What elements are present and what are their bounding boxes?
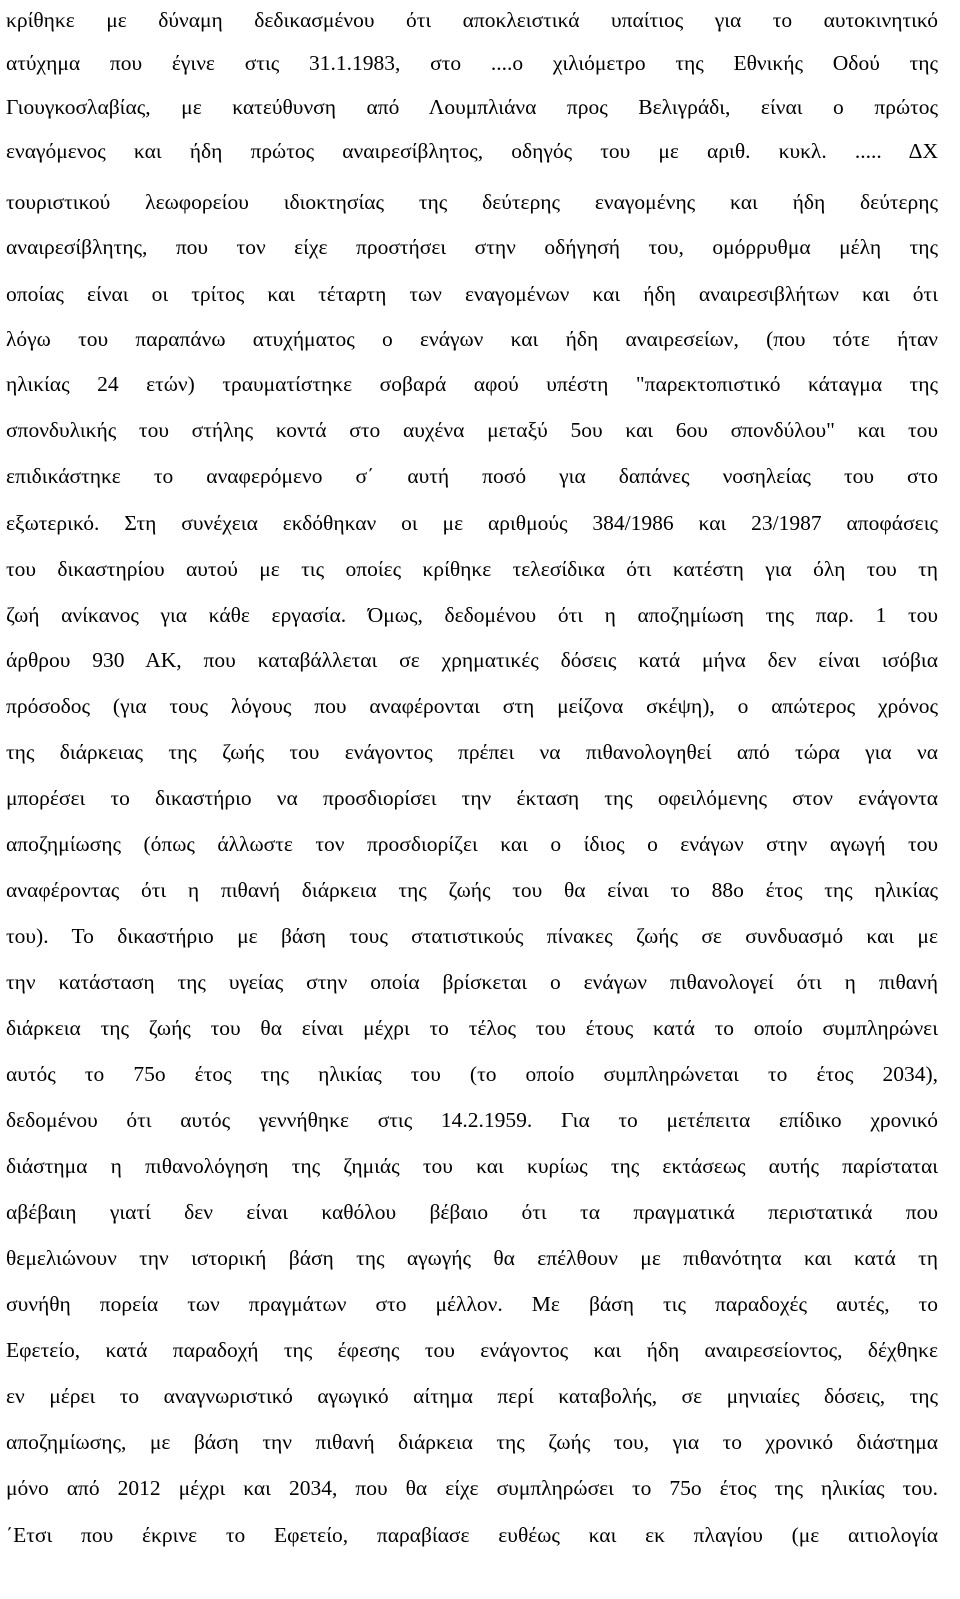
text-line: αναφέροντας ότι η πιθανή διάρκεια της ζωής του θα είναι το 88ο έτος της ηλικίας: [6, 878, 938, 902]
text-line: τουριστικού λεωφορείου ιδιοκτησίας της δεύτερης εναγομένης και ήδη δεύτερης: [6, 190, 938, 214]
text-line: επιδικάστηκε το αναφερόμενο σ΄ αυτή ποσό για δαπάνες νοσηλείας του στο: [6, 464, 938, 488]
text-line: μόνο από 2012 μέχρι και 2034, που θα είχε συμπληρώσει το 75ο έτος της ηλικίας του.: [6, 1476, 938, 1500]
text-line: της διάρκειας της ζωής του ενάγοντος πρέπει να πιθανολογηθεί από τώρα για να: [6, 740, 938, 764]
text-line: σπονδυλικής του στήλης κοντά στο αυχένα μεταξύ 5ου και 6ου σπονδύλου" και του: [6, 418, 938, 442]
document-page: [6, 0, 938, 1599]
text-line: ατύχημα που έγινε στις 31.1.1983, στο ....ο χιλιόμετρο της Εθνικής Οδού της: [6, 51, 938, 75]
text-line: Γιουγκοσλαβίας, με κατεύθυνση από Λουμπλιάνα προς Βελιγράδι, είναι ο πρώτος: [6, 95, 938, 119]
text-line: αυτός το 75ο έτος της ηλικίας του (το οποίο συμπληρώνεται το έτος 2034),: [6, 1062, 938, 1086]
text-line: εναγόμενος και ήδη πρώτος αναιρεσίβλητος, οδηγός του με αριθ. κυκλ. ..... ΔΧ: [6, 139, 938, 163]
text-line: δεδομένου ότι αυτός γεννήθηκε στις 14.2.1959. Για το μετέπειτα επίδικο χρονικό: [6, 1108, 938, 1132]
text-line: κρίθηκε με δύναμη δεδικασμένου ότι αποκλειστικά υπαίτιος για το αυτοκινητικό: [6, 8, 938, 32]
text-line: εν μέρει το αναγνωριστικό αγωγικό αίτημα περί καταβολής, σε μηνιαίες δόσεις, της: [6, 1384, 938, 1408]
text-line: Εφετείο, κατά παραδοχή της έφεσης του ενάγοντος και ήδη αναιρεσείοντος, δέχθηκε: [6, 1338, 938, 1362]
text-line: αποζημίωσης, με βάση την πιθανή διάρκεια της ζωής του, για το χρονικό διάστημα: [6, 1430, 938, 1454]
text-line: διάστημα η πιθανολόγηση της ζημιάς του και κυρίως της εκτάσεως αυτής παρίσταται: [6, 1154, 938, 1178]
text-line: αναιρεσίβλητης, που τον είχε προστήσει στην οδήγησή του, ομόρρυθμα μέλη της: [6, 235, 938, 259]
text-line: μπορέσει το δικαστήριο να προσδιορίσει την έκταση της οφειλόμενης στον ενάγοντα: [6, 786, 938, 810]
text-line: ζωή ανίκανος για κάθε εργασία. Όμως, δεδομένου ότι η αποζημίωση της παρ. 1 του: [6, 603, 938, 627]
text-line: συνήθη πορεία των πραγμάτων στο μέλλον. Με βάση τις παραδοχές αυτές, το: [6, 1292, 938, 1316]
text-line: ηλικίας 24 ετών) τραυματίστηκε σοβαρά αφού υπέστη "παρεκτοπιστικό κάταγμα της: [6, 372, 938, 396]
text-line: διάρκεια της ζωής του θα είναι μέχρι το τέλος του έτους κατά το οποίο συμπληρώνει: [6, 1016, 938, 1040]
text-line: λόγω του παραπάνω ατυχήματος ο ενάγων και ήδη αναιρεσείων, (που τότε ήταν: [6, 327, 938, 351]
text-line: εξωτερικό. Στη συνέχεια εκδόθηκαν οι με αριθμούς 384/1986 και 23/1987 αποφάσεις: [6, 511, 938, 535]
text-line: θεμελιώνουν την ιστορική βάση της αγωγής θα επέλθουν με πιθανότητα και κατά τη: [6, 1246, 938, 1270]
text-line: αβέβαιη γιατί δεν είναι καθόλου βέβαιο ότι τα πραγματικά περιστατικά που: [6, 1200, 938, 1224]
text-line: οποίας είναι οι τρίτος και τέταρτη των εναγομένων και ήδη αναιρεσιβλήτων και ότι: [6, 282, 938, 306]
text-line: ΄Ετσι που έκρινε το Εφετείο, παραβίασε ευθέως και εκ πλαγίου (με αιτιολογία: [6, 1523, 938, 1547]
text-line: πρόσοδος (για τους λόγους που αναφέρονται στη μείζονα σκέψη), ο απώτερος χρόνος: [6, 694, 938, 718]
text-line: την κατάσταση της υγείας στην οποία βρίσκεται ο ενάγων πιθανολογεί ότι η πιθανή: [6, 970, 938, 994]
text-line: του δικαστηρίου αυτού με τις οποίες κρίθηκε τελεσίδικα ότι κατέστη για όλη του τη: [6, 557, 938, 581]
text-line: αποζημίωσης (όπως άλλωστε τον προσδιορίζει και ο ίδιος ο ενάγων στην αγωγή του: [6, 832, 938, 856]
text-line: του). Το δικαστήριο με βάση τους στατιστικούς πίνακες ζωής σε συνδυασμό και με: [6, 924, 938, 948]
text-line: άρθρου 930 ΑΚ, που καταβάλλεται σε χρηματικές δόσεις κατά μήνα δεν είναι ισόβια: [6, 648, 938, 672]
